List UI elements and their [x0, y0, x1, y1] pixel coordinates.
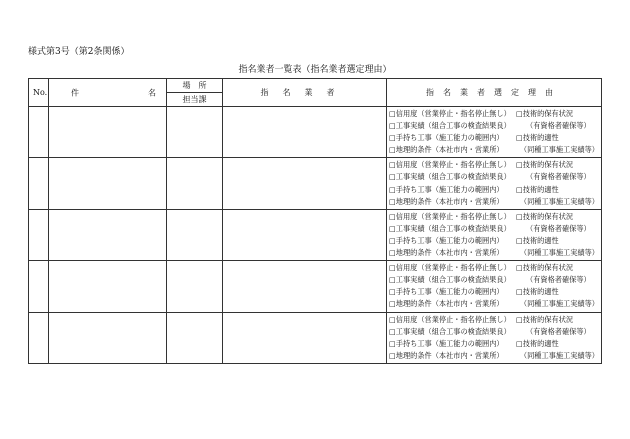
reason-checkbox-item: （同種工事施工実績等）	[519, 145, 599, 155]
reason-checkbox-item: □技術的適性	[516, 133, 559, 143]
reason-checkbox-item: （有資格者確保等）	[526, 172, 591, 182]
reason-checkbox-item: □地理的条件（本社市内・営業所）	[389, 248, 504, 258]
reason-line	[389, 144, 599, 156]
contractor-cell	[223, 209, 387, 260]
location-department-cell	[167, 312, 223, 363]
reason-checkbox-item: （同種工事施工実績等）	[519, 350, 599, 360]
selection-reason-cell	[387, 158, 602, 209]
reason-checkbox-item: □技術的適性	[516, 235, 559, 245]
reason-line	[389, 247, 599, 259]
location-department-cell	[167, 107, 223, 158]
reason-checkbox-item: □工事実績（組合工事の検査結果良）	[389, 121, 511, 131]
project-name-cell	[49, 158, 167, 209]
reason-line	[389, 350, 599, 362]
reason-checkbox-item: （有資格者確保等）	[526, 223, 591, 233]
contractor-cell	[223, 158, 387, 209]
reason-line	[389, 171, 599, 183]
selection-reason-cell	[387, 261, 602, 312]
project-name-cell	[49, 261, 167, 312]
project-name-cell	[49, 209, 167, 260]
reason-line	[389, 274, 599, 286]
project-name-cell	[49, 107, 167, 158]
header-project-name	[49, 79, 167, 107]
table-row	[29, 107, 602, 158]
reason-line	[389, 196, 599, 208]
reason-line	[389, 338, 599, 350]
reason-line	[389, 223, 599, 235]
form-code: 様式第3号（第2条関係）	[28, 47, 130, 57]
table-row	[29, 158, 602, 209]
reason-checkbox-item: （有資格者確保等）	[526, 275, 591, 285]
reason-checkbox-item: □信用度（営業停止・指名停止無し）	[389, 314, 511, 324]
header-contractor: 指名業者	[223, 79, 387, 107]
reason-checkbox-item: □技術的適性	[516, 287, 559, 297]
reason-line	[389, 211, 599, 223]
reason-checkbox-item: □工事実績（組合工事の検査結果良）	[389, 223, 511, 233]
reason-checkbox-item: □手持ち工事（施工能力の範囲内）	[389, 184, 504, 194]
contractor-cell	[223, 107, 387, 158]
no-cell	[29, 261, 49, 312]
reason-line	[389, 262, 599, 274]
reason-line	[389, 108, 599, 120]
reason-checkbox-item: □信用度（営業停止・指名停止無し）	[389, 160, 511, 170]
reason-checkbox-item: □技術的保有状況	[516, 109, 574, 118]
reason-checkbox-item: □技術的適性	[516, 184, 559, 194]
reason-checkbox-item: □手持ち工事（施工能力の範囲内）	[389, 235, 504, 245]
table-row	[29, 209, 602, 260]
header-location: 場 所	[167, 79, 223, 93]
reason-checkbox-item: □手持ち工事（施工能力の範囲内）	[389, 338, 504, 348]
document-title: 指名業者一覧表（指名業者選定理由）	[238, 65, 392, 75]
reason-checkbox-item: □工事実績（組合工事の検査結果良）	[389, 172, 511, 182]
contractor-cell	[223, 261, 387, 312]
reason-checkbox-item: □技術的保有状況	[516, 263, 574, 273]
header-project-name-right: 名	[148, 88, 156, 97]
reason-line	[389, 286, 599, 298]
reason-checkbox-item: □地理的条件（本社市内・営業所）	[389, 196, 504, 206]
reason-line	[389, 120, 599, 132]
reason-checkbox-item: □信用度（営業停止・指名停止無し）	[389, 109, 511, 118]
no-cell	[29, 158, 49, 209]
reason-line	[389, 159, 599, 171]
reason-line	[389, 235, 599, 247]
project-name-cell	[49, 312, 167, 363]
table-row	[29, 312, 602, 363]
header-selection-reason: 指名業者選定理由	[387, 79, 602, 107]
reason-checkbox-item: □技術的適性	[516, 338, 559, 348]
reason-checkbox-item: （同種工事施工実績等）	[519, 299, 599, 309]
no-cell	[29, 312, 49, 363]
reason-checkbox-item: □技術的保有状況	[516, 211, 574, 221]
contractor-cell	[223, 312, 387, 363]
reason-checkbox-item: □信用度（営業停止・指名停止無し）	[389, 211, 511, 221]
reason-checkbox-item: □地理的条件（本社市内・営業所）	[389, 350, 504, 360]
reason-checkbox-item: □地理的条件（本社市内・営業所）	[389, 299, 504, 309]
designated-contractor-table	[28, 78, 602, 364]
reason-checkbox-item: □技術的保有状況	[516, 314, 574, 324]
header-project-name-left: 件	[71, 88, 79, 97]
selection-reason-cell	[387, 209, 602, 260]
reason-checkbox-item: （同種工事施工実績等）	[519, 196, 599, 206]
header-no: No.	[29, 79, 49, 107]
table-row	[29, 261, 602, 312]
selection-reason-cell	[387, 107, 602, 158]
reason-checkbox-item: □信用度（営業停止・指名停止無し）	[389, 263, 511, 273]
reason-line	[389, 314, 599, 326]
reason-line	[389, 326, 599, 338]
reason-checkbox-item: □手持ち工事（施工能力の範囲内）	[389, 287, 504, 297]
reason-line	[389, 298, 599, 310]
reason-checkbox-item: □地理的条件（本社市内・営業所）	[389, 145, 504, 155]
location-department-cell	[167, 158, 223, 209]
reason-checkbox-item: □技術的保有状況	[516, 160, 574, 170]
no-cell	[29, 107, 49, 158]
selection-reason-cell	[387, 312, 602, 363]
reason-line	[389, 184, 599, 196]
reason-checkbox-item: □工事実績（組合工事の検査結果良）	[389, 275, 511, 285]
reason-checkbox-item: □工事実績（組合工事の検査結果良）	[389, 326, 511, 336]
location-department-cell	[167, 209, 223, 260]
reason-checkbox-item: （有資格者確保等）	[526, 121, 591, 131]
reason-checkbox-item: □手持ち工事（施工能力の範囲内）	[389, 133, 504, 143]
reason-checkbox-item: （有資格者確保等）	[526, 326, 591, 336]
no-cell	[29, 209, 49, 260]
reason-line	[389, 132, 599, 144]
location-department-cell	[167, 261, 223, 312]
header-department: 担当課	[167, 93, 223, 107]
reason-checkbox-item: （同種工事施工実績等）	[519, 248, 599, 258]
